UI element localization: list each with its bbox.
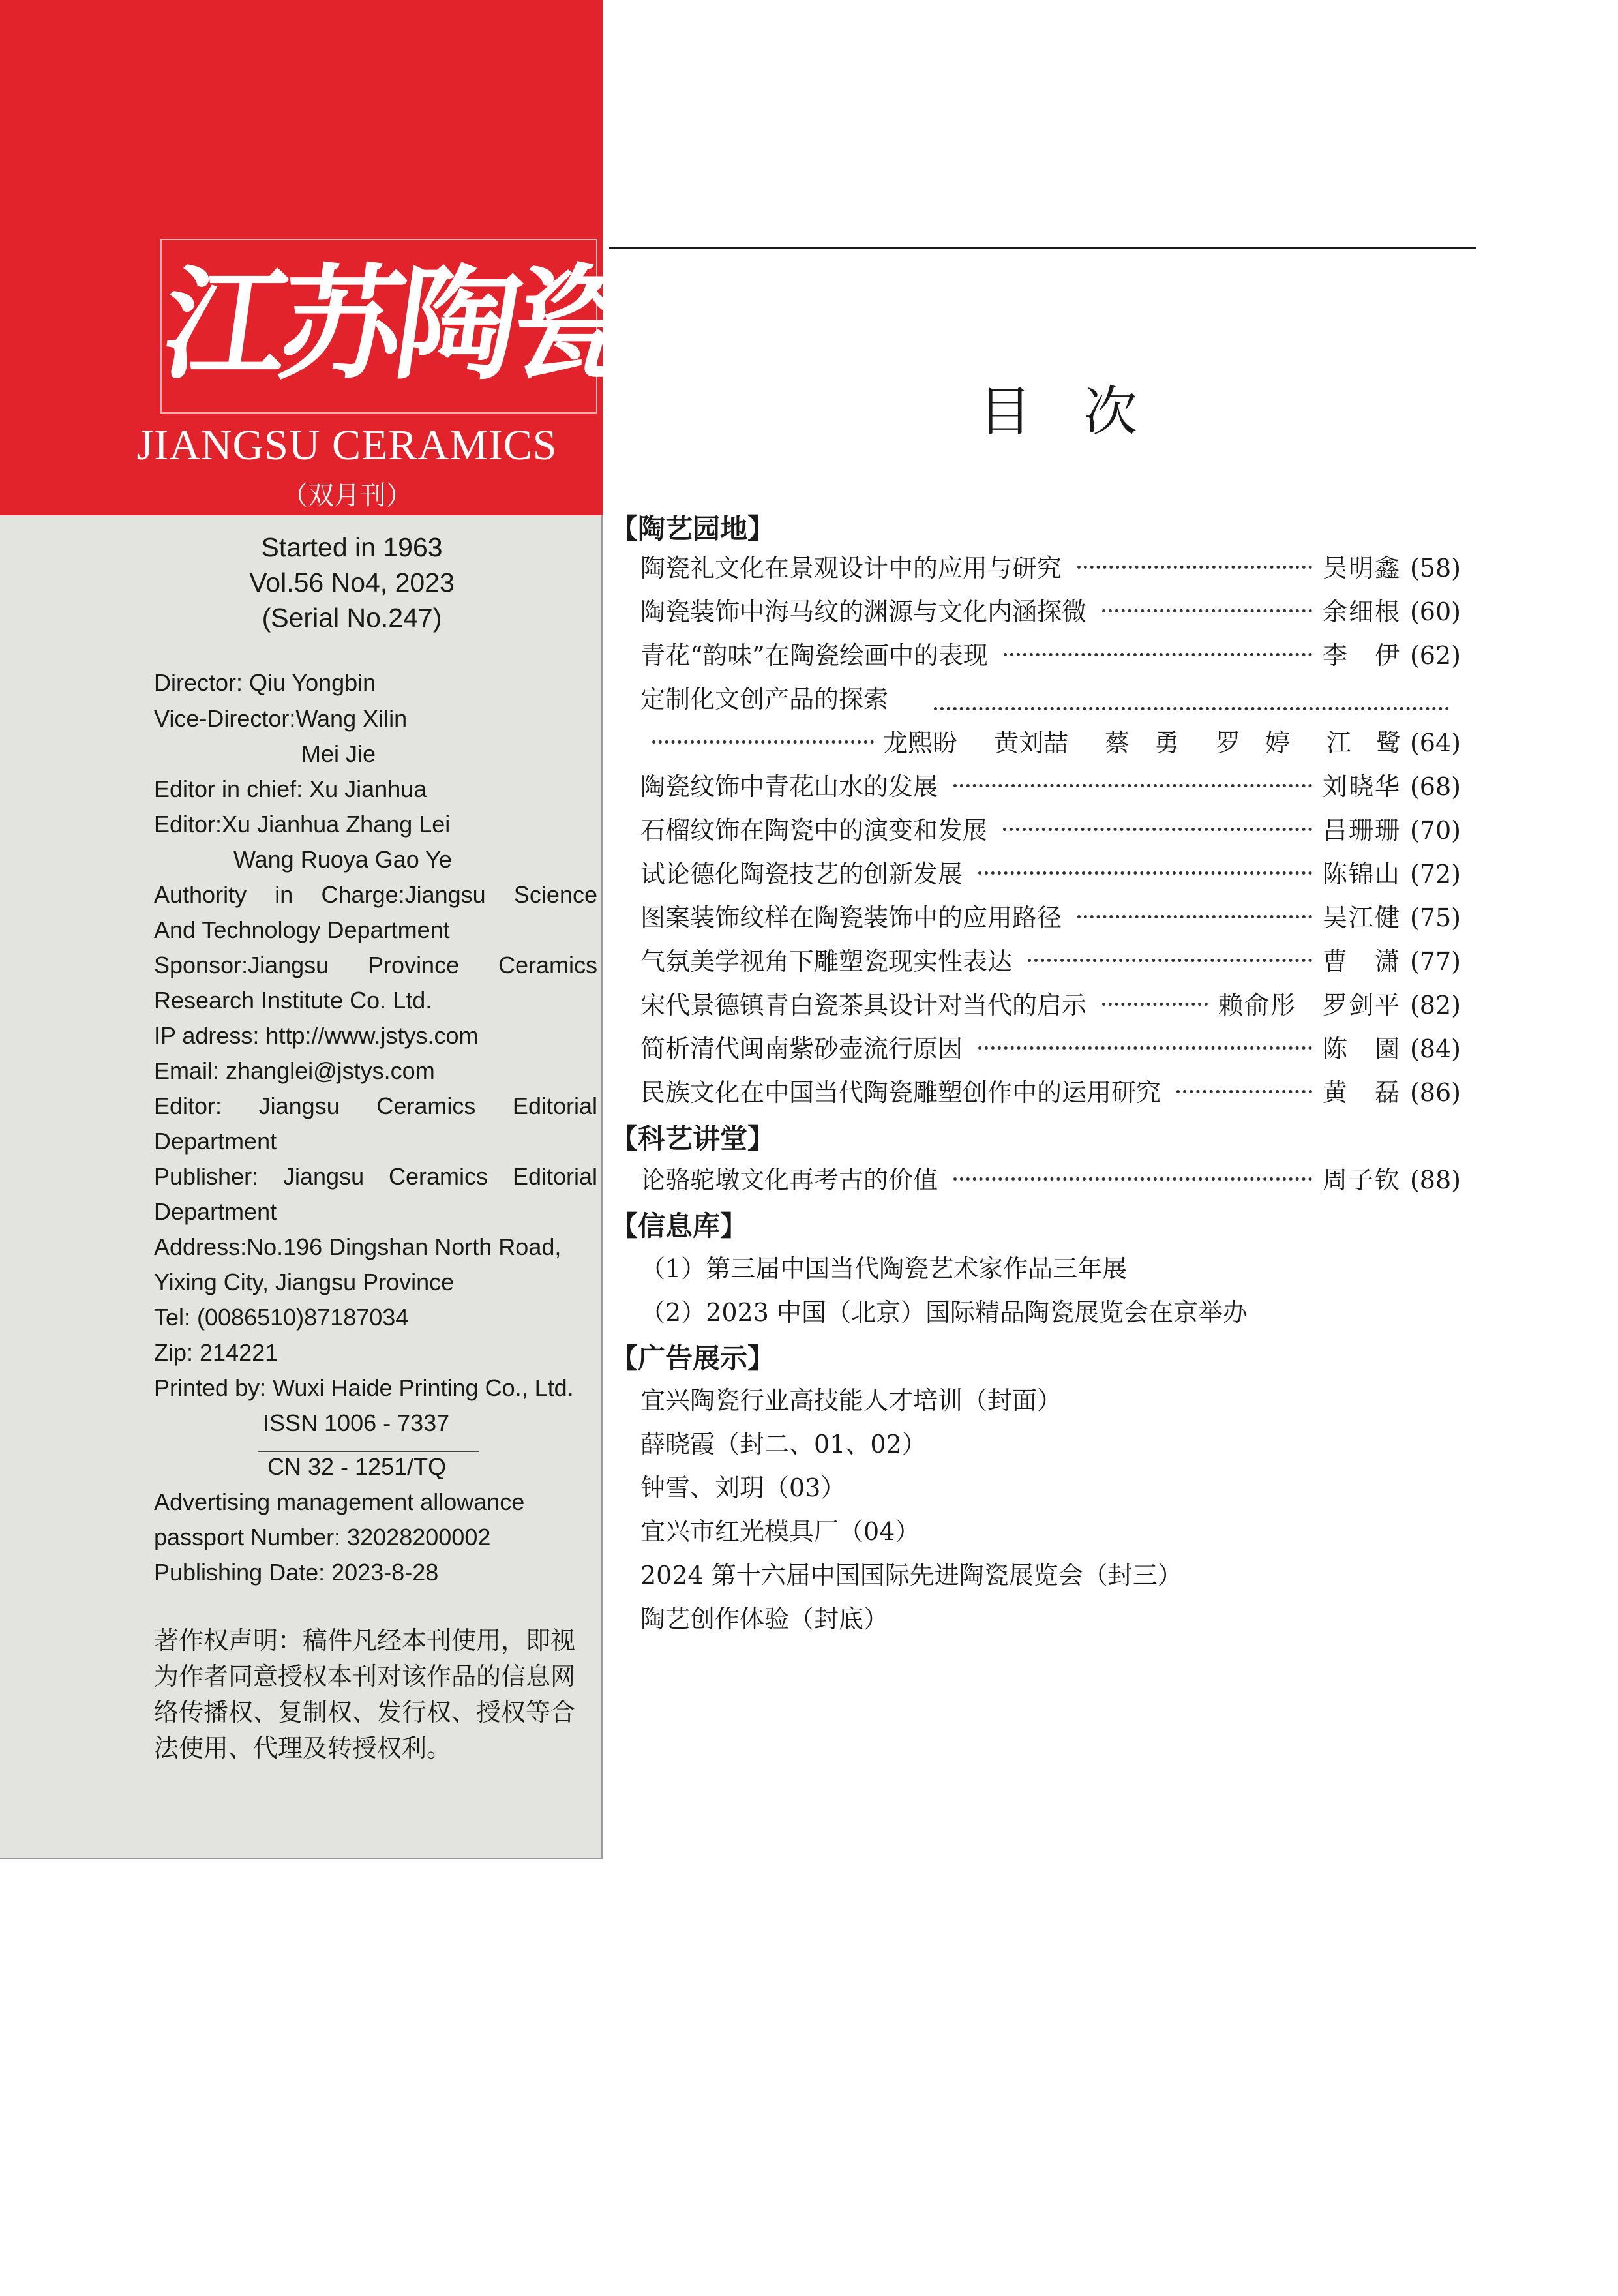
email-address: Email: zhanglei@jstys.com bbox=[154, 1057, 435, 1084]
zip-code: Zip: 214221 bbox=[154, 1339, 278, 1366]
toc-entry[interactable] bbox=[640, 1029, 1461, 1068]
leader-dots bbox=[934, 707, 1449, 710]
editor-dept-line-2: Department bbox=[154, 1128, 277, 1155]
entry-title: 陶瓷装饰中海马纹的渊源与文化内涵探微 bbox=[640, 597, 1087, 626]
info-item[interactable]: （1）第三届中国当代陶瓷艺术家作品三年展 bbox=[640, 1254, 1128, 1283]
entry-title: 民族文化在中国当代陶瓷雕塑创作中的运用研究 bbox=[640, 1078, 1161, 1107]
entry-title: 论骆驼墩文化再考古的价值 bbox=[640, 1166, 938, 1194]
entry-author: 陈 園 bbox=[1322, 1035, 1401, 1063]
editors-line-1: Editor:Xu Jianhua Zhang Lei bbox=[154, 811, 451, 838]
telephone: Tel: (0086510)87187034 bbox=[154, 1304, 409, 1331]
entry-page: (62) bbox=[1409, 641, 1461, 670]
entry-author: 罗 婷 bbox=[1215, 729, 1290, 757]
entry-page: (86) bbox=[1409, 1078, 1461, 1107]
vice-director-2: Mei Jie bbox=[301, 740, 376, 767]
leader-dots bbox=[953, 1177, 1312, 1181]
leader-dots bbox=[1102, 1003, 1208, 1006]
entry-page: (72) bbox=[1409, 860, 1461, 888]
entry-author: 李 伊 bbox=[1322, 641, 1401, 670]
entry-author: 余细根 bbox=[1322, 597, 1401, 626]
entry-title: 定制化文创产品的探索 bbox=[640, 685, 889, 714]
advertisement-item[interactable]: 薛晓霞（封二、01、02） bbox=[640, 1430, 927, 1458]
entry-author: 吴明鑫 bbox=[1322, 554, 1401, 582]
leader-dots bbox=[1028, 959, 1312, 962]
entry-author: 周子钦 bbox=[1322, 1166, 1401, 1194]
entry-page: (75) bbox=[1409, 903, 1461, 932]
advertisement-item[interactable]: 宜兴陶瓷行业高技能人才培训（封面） bbox=[640, 1386, 1062, 1415]
printer: Printed by: Wuxi Haide Printing Co., Ltd. bbox=[154, 1374, 574, 1401]
publishing-date: Publishing Date: 2023-8-28 bbox=[154, 1559, 439, 1586]
address-line-2: Yixing City, Jiangsu Province bbox=[154, 1269, 455, 1295]
ip-address: IP adress: http://www.jstys.com bbox=[154, 1022, 479, 1049]
toc-title: 目次 bbox=[978, 381, 1190, 443]
authority-line-1: Authority in Charge:Jiangsu Science bbox=[154, 881, 597, 908]
entry-author: 陈锦山 bbox=[1322, 860, 1401, 888]
entry-author: 蔡 勇 bbox=[1104, 729, 1179, 757]
advertisement-item[interactable]: 宜兴市红光模具厂（04） bbox=[640, 1517, 920, 1546]
entry-title: 简析清代闽南紫砂壶流行原因 bbox=[640, 1035, 963, 1063]
section-heading: 【陶艺园地】 bbox=[610, 513, 775, 545]
journal-english-name: JIANGSU CERAMICS bbox=[136, 421, 558, 469]
entry-page: (58) bbox=[1409, 554, 1461, 582]
toc-entry[interactable] bbox=[640, 635, 1461, 674]
entry-author: 吕珊珊 bbox=[1322, 816, 1401, 845]
cn-number: CN 32 - 1251/TQ bbox=[267, 1453, 447, 1480]
editor-in-chief: Editor in chief: Xu Jianhua bbox=[154, 776, 427, 802]
entry-author: 赖俞彤 罗剑平 bbox=[1218, 991, 1401, 1020]
leader-dots bbox=[953, 784, 1312, 787]
toc-entry[interactable] bbox=[640, 548, 1461, 587]
leader-dots bbox=[978, 1046, 1312, 1050]
info-item[interactable]: （2）2023 中国（北京）国际精品陶瓷展览会在京举办 bbox=[640, 1298, 1248, 1327]
entry-page: (77) bbox=[1409, 947, 1461, 976]
section-heading: 【广告展示】 bbox=[610, 1342, 775, 1374]
started-year: Started in 1963 bbox=[261, 532, 443, 562]
journal-logo: 江苏陶瓷 bbox=[155, 252, 640, 397]
issn-divider bbox=[258, 1451, 479, 1452]
publisher-line-2: Department bbox=[154, 1198, 277, 1225]
entry-page: (68) bbox=[1409, 772, 1461, 801]
entry-page: (60) bbox=[1409, 597, 1461, 626]
sponsor-line-2: Research Institute Co. Ltd. bbox=[154, 987, 432, 1014]
section-heading: 【科艺讲堂】 bbox=[610, 1123, 775, 1155]
entry-author: 龙熙盼 bbox=[883, 729, 958, 757]
entry-title: 试论德化陶瓷技艺的创新发展 bbox=[640, 860, 963, 888]
leader-dots bbox=[1004, 653, 1312, 656]
address-line-1: Address:No.196 Dingshan North Road, bbox=[154, 1233, 562, 1260]
toc-entry-authors bbox=[652, 723, 1461, 762]
entry-page: (70) bbox=[1409, 816, 1461, 845]
entry-title: 青花“韵味”在陶瓷绘画中的表现 bbox=[640, 641, 988, 670]
entry-author: 黄刘喆 bbox=[993, 729, 1068, 757]
toc-entry[interactable] bbox=[640, 592, 1461, 631]
advertising-line-1: Advertising management allowance bbox=[154, 1488, 525, 1515]
entry-author: 黄 磊 bbox=[1322, 1078, 1401, 1107]
toc-entry[interactable] bbox=[640, 941, 1461, 980]
director: Director: Qiu Yongbin bbox=[154, 669, 376, 696]
entry-title: 宋代景德镇青白瓷茶具设计对当代的启示 bbox=[640, 991, 1087, 1020]
leader-dots bbox=[1077, 566, 1312, 569]
toc-entry[interactable] bbox=[640, 985, 1461, 1024]
publication-frequency: （双月刊） bbox=[282, 481, 412, 511]
editors-line-2: Wang Ruoya Gao Ye bbox=[233, 846, 452, 873]
toc-entry[interactable] bbox=[640, 1160, 1461, 1199]
entry-page: (88) bbox=[1409, 1166, 1461, 1194]
volume-number: Vol.56 No4, 2023 bbox=[249, 567, 455, 597]
toc-entry[interactable] bbox=[640, 854, 1461, 893]
leader-dots bbox=[1077, 915, 1312, 918]
serial-number: (Serial No.247) bbox=[262, 603, 442, 633]
authority-line-2: And Technology Department bbox=[154, 916, 450, 943]
advertisement-item[interactable]: 钟雪、刘玥（03） bbox=[640, 1473, 846, 1502]
entry-author: 曹 潇 bbox=[1322, 947, 1401, 976]
advertising-line-2: passport Number: 32028200002 bbox=[154, 1524, 491, 1550]
leader-dots bbox=[1102, 609, 1312, 612]
issn: ISSN 1006 - 7337 bbox=[263, 1410, 450, 1436]
entry-title: 陶瓷礼文化在景观设计中的应用与研究 bbox=[640, 554, 1062, 582]
entry-author: 吴江健 bbox=[1322, 903, 1401, 932]
toc-entry[interactable] bbox=[640, 766, 1461, 806]
leader-dots bbox=[978, 871, 1312, 875]
sponsor-line-1: Sponsor:Jiangsu Province Ceramics bbox=[154, 952, 597, 978]
entry-title: 陶瓷纹饰中青花山水的发展 bbox=[640, 772, 938, 801]
publisher-line-1: Publisher: Jiangsu Ceramics Editorial bbox=[154, 1163, 597, 1190]
author-list bbox=[883, 723, 1401, 759]
leader-dots bbox=[652, 740, 874, 744]
entry-title: 石榴纹饰在陶瓷中的演变和发展 bbox=[640, 816, 988, 845]
entry-page: (64) bbox=[1409, 729, 1461, 757]
entry-page: (84) bbox=[1409, 1035, 1461, 1063]
leader-dots bbox=[1003, 828, 1312, 831]
entry-title: 气氛美学视角下雕塑瓷现实性表达 bbox=[640, 947, 1013, 976]
toc-entry[interactable] bbox=[640, 1072, 1461, 1111]
entry-title: 图案装饰纹样在陶瓷装饰中的应用路径 bbox=[640, 903, 1062, 932]
entry-author: 江 鹭 bbox=[1326, 729, 1401, 757]
advertisement-item[interactable]: 2024 第十六届中国国际先进陶瓷展览会（封三） bbox=[640, 1561, 1182, 1590]
leader-dots bbox=[1176, 1090, 1312, 1093]
copyright-notice: 著作权声明：稿件凡经本刊使用，即视为作者同意授权本刊对该作品的信息网络传播权、复制权、发行权、授权等合法使用、代理及转授权利。 bbox=[154, 1626, 576, 1762]
editor-dept-line-1: Editor: Jiangsu Ceramics Editorial bbox=[154, 1093, 597, 1119]
toc-entry-multiline[interactable] bbox=[640, 679, 1461, 718]
vice-director: Vice-Director:Wang Xilin bbox=[154, 705, 408, 732]
advertisement-item[interactable]: 陶艺创作体验（封底） bbox=[640, 1605, 889, 1633]
header-rule bbox=[609, 247, 1476, 249]
entry-page: (82) bbox=[1409, 991, 1461, 1020]
toc-entry[interactable] bbox=[640, 810, 1461, 849]
section-heading: 【信息库】 bbox=[610, 1210, 748, 1242]
entry-author: 刘晓华 bbox=[1322, 772, 1401, 801]
toc-entry[interactable] bbox=[640, 898, 1461, 937]
